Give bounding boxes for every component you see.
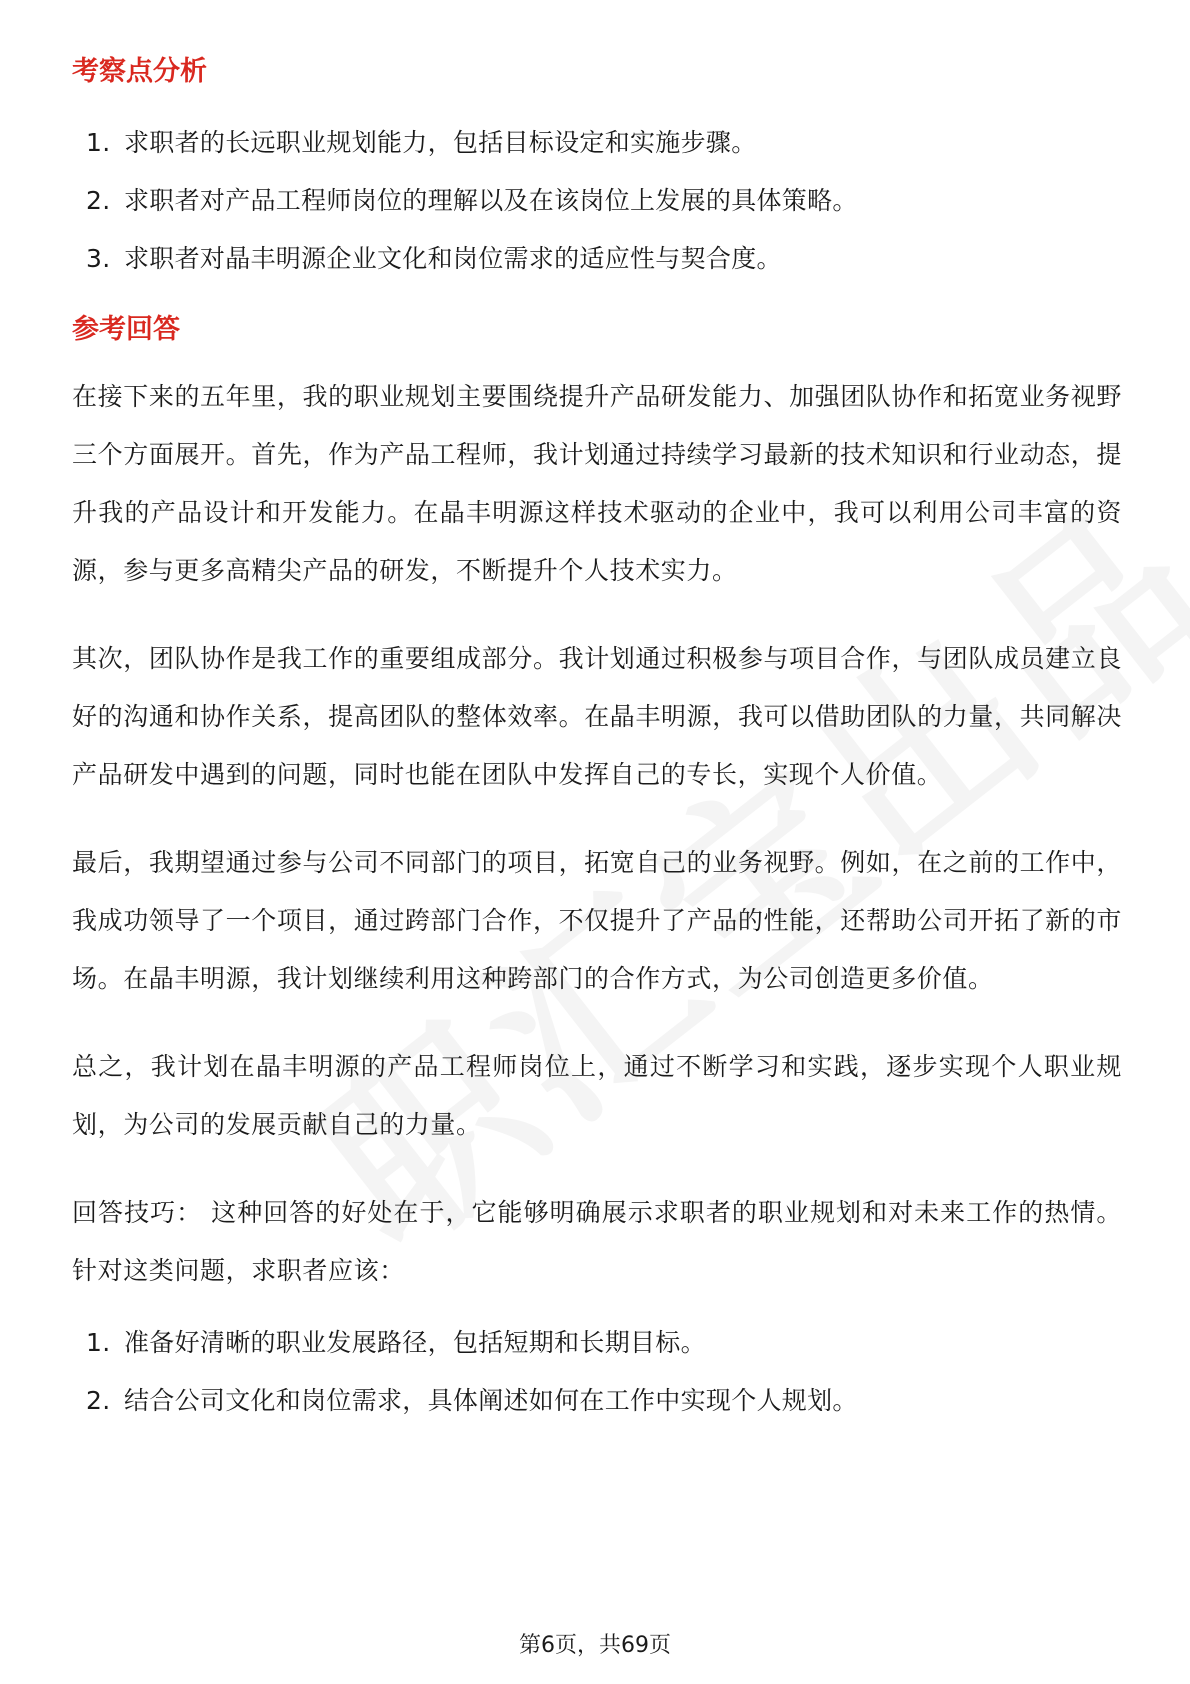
list-number: 1. xyxy=(86,128,111,157)
list-item xyxy=(72,230,1122,288)
list-item xyxy=(72,1372,1122,1430)
list-number: 2. xyxy=(86,186,111,215)
analysis-heading: 考察点分析 xyxy=(72,56,207,87)
answer-paragraph: 总之，我计划在晶丰明源的产品工程师岗位上，通过不断学习和实践，逐步实现个人职业规划，为公司的发展贡献自己的力量。 xyxy=(72,1052,1122,1139)
document-page xyxy=(72,48,1122,1430)
list-text: 求职者的长远职业规划能力，包括目标设定和实施步骤。 xyxy=(124,128,757,157)
answer-paragraph: 其次，团队协作是我工作的重要组成部分。我计划通过积极参与项目合作，与团队成员建立良好的沟通和协作关系，提高团队的整体效率。在晶丰明源，我可以借助团队的力量，共同解决产品研发中遇到的问题，同时也能在团队中发挥自己的专长，实现个人价值。 xyxy=(72,644,1122,789)
list-text: 求职者对产品工程师岗位的理解以及在该岗位上发展的具体策略。 xyxy=(124,186,858,215)
list-number: 2. xyxy=(86,1386,111,1415)
list-text: 准备好清晰的职业发展路径，包括短期和长期目标。 xyxy=(124,1328,706,1357)
list-number: 1. xyxy=(86,1328,111,1357)
tips-list xyxy=(72,1314,1122,1430)
analysis-list xyxy=(72,114,1122,288)
page-number: 第6页，共69页 xyxy=(519,1633,671,1658)
list-item xyxy=(72,1314,1122,1372)
list-text: 结合公司文化和岗位需求，具体阐述如何在工作中实现个人规划。 xyxy=(124,1386,858,1415)
list-number: 3. xyxy=(86,244,111,273)
list-text: 求职者对晶丰明源企业文化和岗位需求的适应性与契合度。 xyxy=(124,244,782,273)
tips-paragraph: 回答技巧： 这种回答的好处在于，它能够明确展示求职者的职业规划和对未来工作的热情。针对这类问题，求职者应该： xyxy=(72,1198,1122,1285)
answer-paragraph: 最后，我期望通过参与公司不同部门的项目，拓宽自己的业务视野。例如，在之前的工作中，我成功领导了一个项目，通过跨部门合作，不仅提升了产品的性能，还帮助公司开拓了新的市场。在晶丰明源，我计划继续利用这种跨部门的合作方式，为公司创造更多价值。 xyxy=(72,848,1122,993)
list-item xyxy=(72,172,1122,230)
answer-paragraph: 在接下来的五年里，我的职业规划主要围绕提升产品研发能力、加强团队协作和拓宽业务视野三个方面展开。首先，作为产品工程师，我计划通过持续学习最新的技术知识和行业动态，提升我的产品设计和开发能力。在晶丰明源这样技术驱动的企业中，我可以利用公司丰富的资源，参与更多高精尖产品的研发，不断提升个人技术实力。 xyxy=(72,382,1122,585)
list-item xyxy=(72,114,1122,172)
answer-heading: 参考回答 xyxy=(72,314,180,345)
